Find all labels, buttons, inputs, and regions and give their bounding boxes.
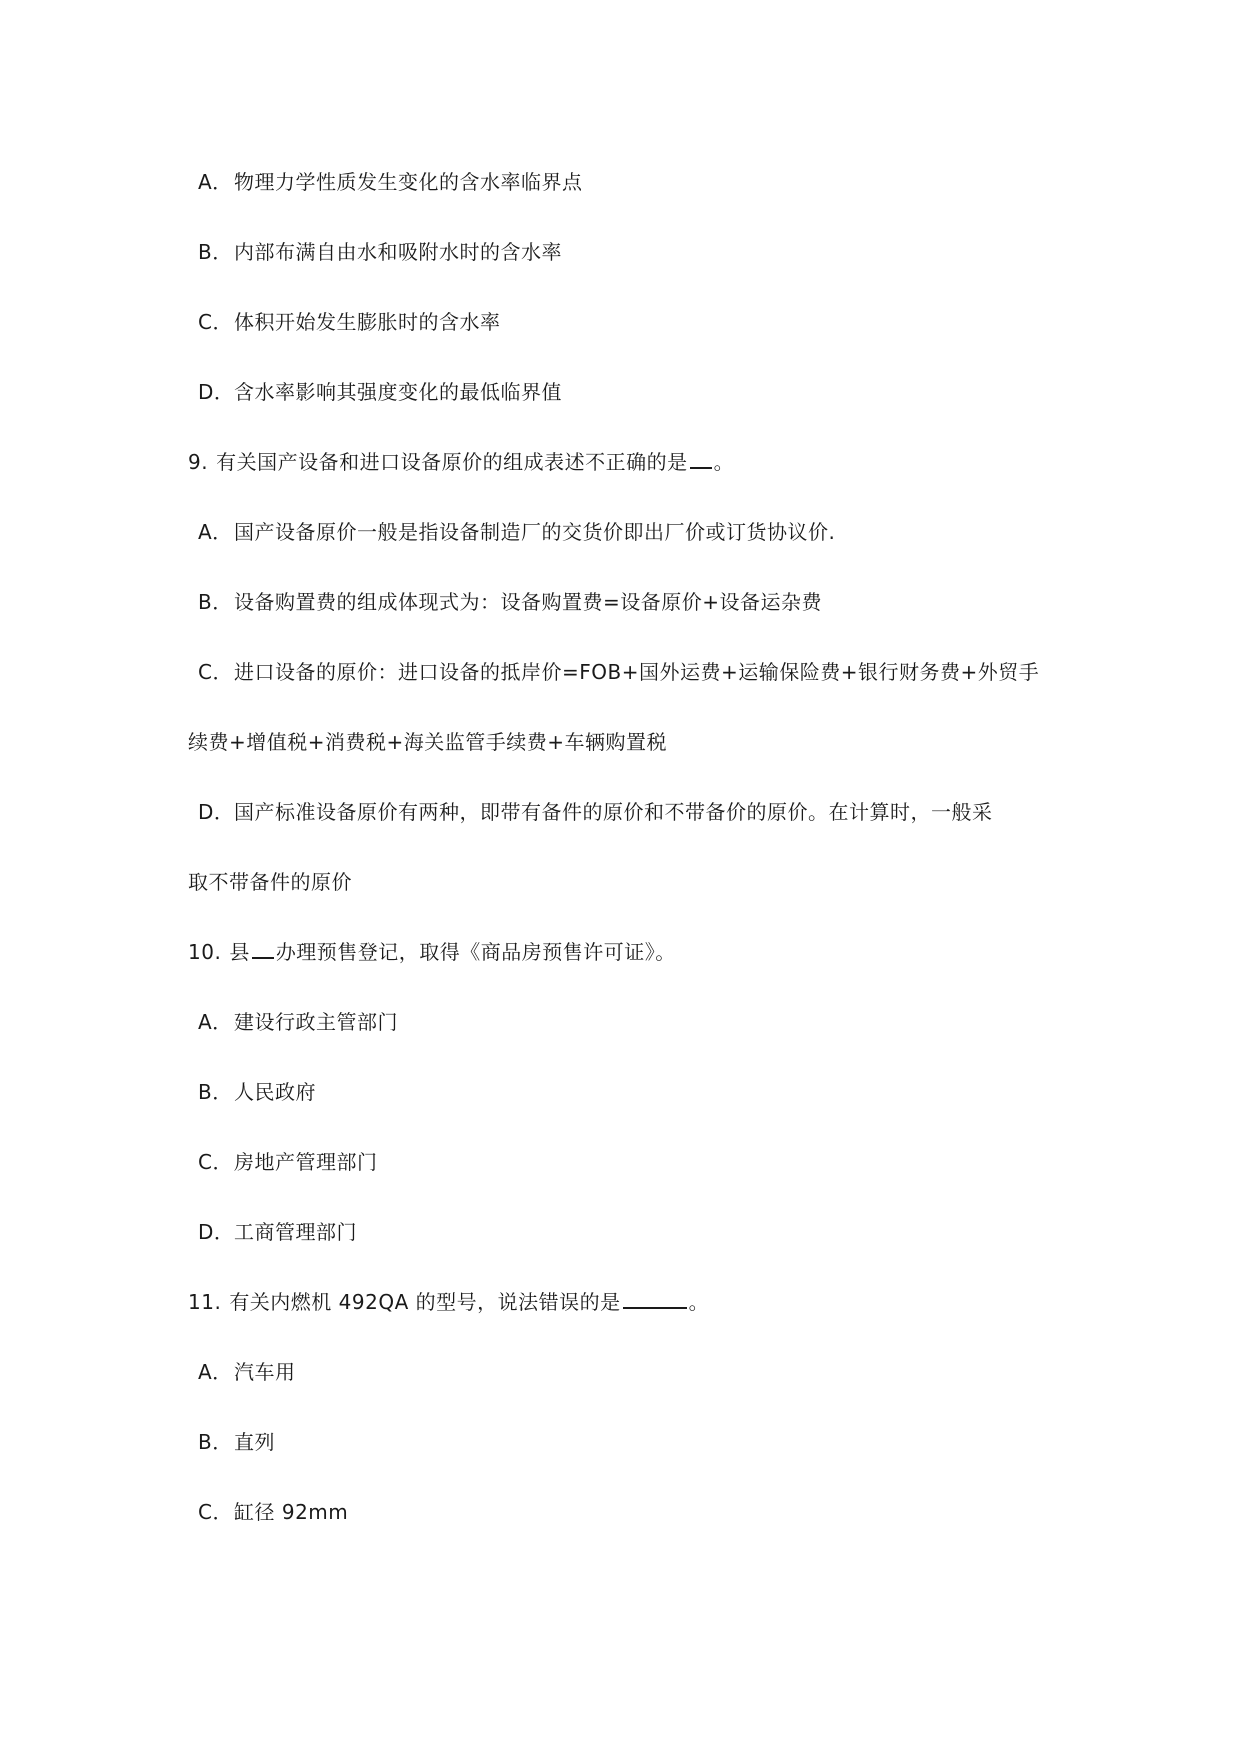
question-number: 10.	[188, 940, 222, 964]
option-letter: B．	[198, 240, 233, 264]
option-letter: C．	[198, 310, 233, 334]
option-text: 物理力学性质发生变化的含水率临界点	[234, 170, 583, 194]
option-c	[188, 1143, 1068, 1213]
option-text: 含水率影响其强度变化的最低临界值	[234, 380, 562, 404]
option-letter: A．	[198, 1010, 233, 1034]
option-text: 国产设备原价一般是指设备制造厂的交货价即出厂价或订货协议价.	[234, 520, 836, 544]
question-text-end: 。	[688, 1290, 710, 1314]
option-text: 内部布满自由水和吸附水时的含水率	[234, 240, 562, 264]
option-text-continuation: 取不带备件的原价	[188, 870, 352, 894]
option-letter: D．	[198, 1220, 235, 1244]
question-text-end: 。	[713, 450, 735, 474]
option-letter: B．	[198, 590, 233, 614]
option-d	[188, 793, 1068, 863]
option-d-continuation	[188, 863, 1068, 933]
option-b	[188, 1423, 1068, 1493]
option-letter: A．	[198, 1360, 233, 1384]
question-10	[188, 933, 1068, 1003]
option-text: 工商管理部门	[234, 1220, 357, 1244]
answer-blank	[690, 443, 712, 469]
option-letter: A．	[198, 170, 233, 194]
option-text-continuation: 续费+增值税+消费税+海关监管手续费+车辆购置税	[188, 730, 668, 754]
question-number: 11.	[188, 1290, 222, 1314]
option-letter: C．	[198, 660, 233, 684]
question-text: 县	[229, 940, 250, 964]
option-text: 缸径 92mm	[234, 1500, 349, 1524]
option-c	[188, 653, 1068, 723]
option-letter: D．	[198, 800, 235, 824]
option-text: 进口设备的原价：进口设备的抵岸价=FOB+国外运费+运输保险费+银行财务费+外贸手	[234, 660, 1040, 684]
option-text: 人民政府	[234, 1080, 316, 1104]
option-text: 直列	[234, 1430, 275, 1454]
option-letter: C．	[198, 1500, 233, 1524]
answer-blank	[252, 933, 274, 959]
option-letter: D．	[198, 380, 235, 404]
question-9	[188, 443, 1068, 513]
option-a	[188, 163, 1068, 233]
option-text: 设备购置费的组成体现式为：设备购置费=设备原价+设备运杂费	[234, 590, 823, 614]
option-text: 建设行政主管部门	[234, 1010, 398, 1034]
question-text: 有关国产设备和进口设备原价的组成表述不正确的是	[216, 450, 688, 474]
option-letter: B．	[198, 1430, 233, 1454]
question-text: 有关内燃机 492QA 的型号，说法错误的是	[229, 1290, 621, 1314]
option-d	[188, 1213, 1068, 1283]
option-text: 体积开始发生膨胀时的含水率	[234, 310, 501, 334]
option-letter: A．	[198, 520, 233, 544]
option-b	[188, 1073, 1068, 1143]
option-c-continuation	[188, 723, 1068, 793]
option-b	[188, 583, 1068, 653]
answer-blank	[623, 1283, 687, 1309]
option-text: 国产标准设备原价有两种，即带有备件的原价和不带备价的原价。在计算时，一般采	[234, 800, 993, 824]
option-a	[188, 1353, 1068, 1423]
option-a	[188, 513, 1068, 583]
option-c	[188, 1493, 1068, 1563]
option-letter: C．	[198, 1150, 233, 1174]
question-number: 9.	[188, 450, 209, 474]
question-11	[188, 1283, 1068, 1353]
option-letter: B．	[198, 1080, 233, 1104]
option-text: 房地产管理部门	[234, 1150, 378, 1174]
option-b	[188, 233, 1068, 303]
question-text-end: 办理预售登记，取得《商品房预售许可证》。	[275, 940, 676, 964]
option-a	[188, 1003, 1068, 1073]
document-content	[188, 163, 1068, 1563]
option-d	[188, 373, 1068, 443]
option-c	[188, 303, 1068, 373]
option-text: 汽车用	[234, 1360, 296, 1384]
